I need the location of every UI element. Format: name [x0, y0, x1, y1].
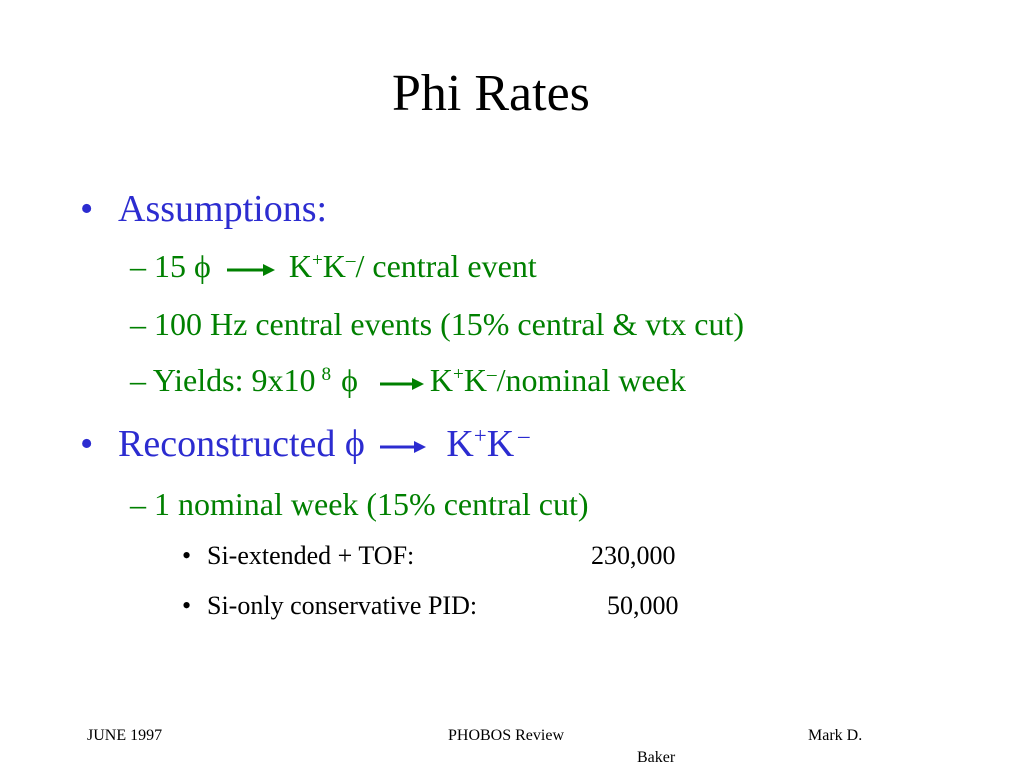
phi-symbol: ϕ [341, 362, 358, 398]
kaon-symbol: K [446, 423, 474, 465]
minus-charge: – [518, 423, 530, 449]
phi-symbol: ϕ [344, 423, 365, 465]
per-event-text: / central event [355, 248, 537, 284]
slide-title: Phi Rates [392, 65, 590, 122]
sub-item-text: 100 Hz central events (15% central & vtx cut) [154, 306, 744, 342]
bullet-marker: • [182, 591, 192, 620]
kaon-symbol: K [429, 362, 454, 398]
dash-marker: – [130, 362, 146, 398]
right-arrow-icon [227, 263, 275, 277]
bullet-marker: • [182, 541, 192, 570]
row-label: Si-only conservative PID: [207, 591, 478, 620]
kaon-symbol: K [463, 362, 487, 398]
sub-item-yields [130, 364, 686, 396]
right-arrow-icon [380, 377, 424, 391]
kaon-symbol: K [322, 248, 346, 284]
reconstructed-line [118, 425, 530, 463]
minus-charge: – [345, 250, 356, 272]
per-week-text: /nominal week [496, 362, 686, 398]
footer-author: Mark D. [808, 727, 863, 744]
plus-charge: + [473, 423, 487, 449]
plus-charge: + [453, 364, 464, 386]
dash-marker: – [130, 486, 146, 522]
plus-charge: + [311, 250, 323, 272]
sub-item-nominal-week [130, 488, 589, 520]
assumptions-label: Assumptions: [118, 188, 328, 230]
footer-author-continued: Baker [637, 749, 676, 766]
sub-item-text: 1 nominal week (15% central cut) [154, 486, 589, 522]
kaon-symbol: K [288, 248, 312, 284]
count-text: 15 [154, 248, 186, 284]
kaon-symbol: K [486, 423, 515, 465]
yields-exponent: 8 [321, 364, 332, 386]
row-value: 50,000 [607, 591, 679, 620]
sub-item-central-events [130, 308, 744, 340]
right-arrow-icon [380, 440, 426, 454]
sub-item-phi-per-event [130, 250, 537, 282]
row-value: 230,000 [591, 541, 676, 570]
dash-marker: – [130, 306, 146, 342]
row-label: Si-extended + TOF: [207, 541, 415, 570]
yields-text: Yields: 9x10 [152, 362, 316, 398]
minus-charge: – [486, 364, 497, 386]
bullet-marker: • [80, 188, 94, 230]
phi-symbol: ϕ [194, 248, 211, 284]
reconstructed-label: Reconstructed [118, 423, 336, 465]
bullet-marker: • [80, 423, 94, 465]
dash-marker: – [130, 248, 146, 284]
footer-date: JUNE 1997 [87, 727, 163, 744]
footer-event: PHOBOS Review [448, 727, 565, 744]
